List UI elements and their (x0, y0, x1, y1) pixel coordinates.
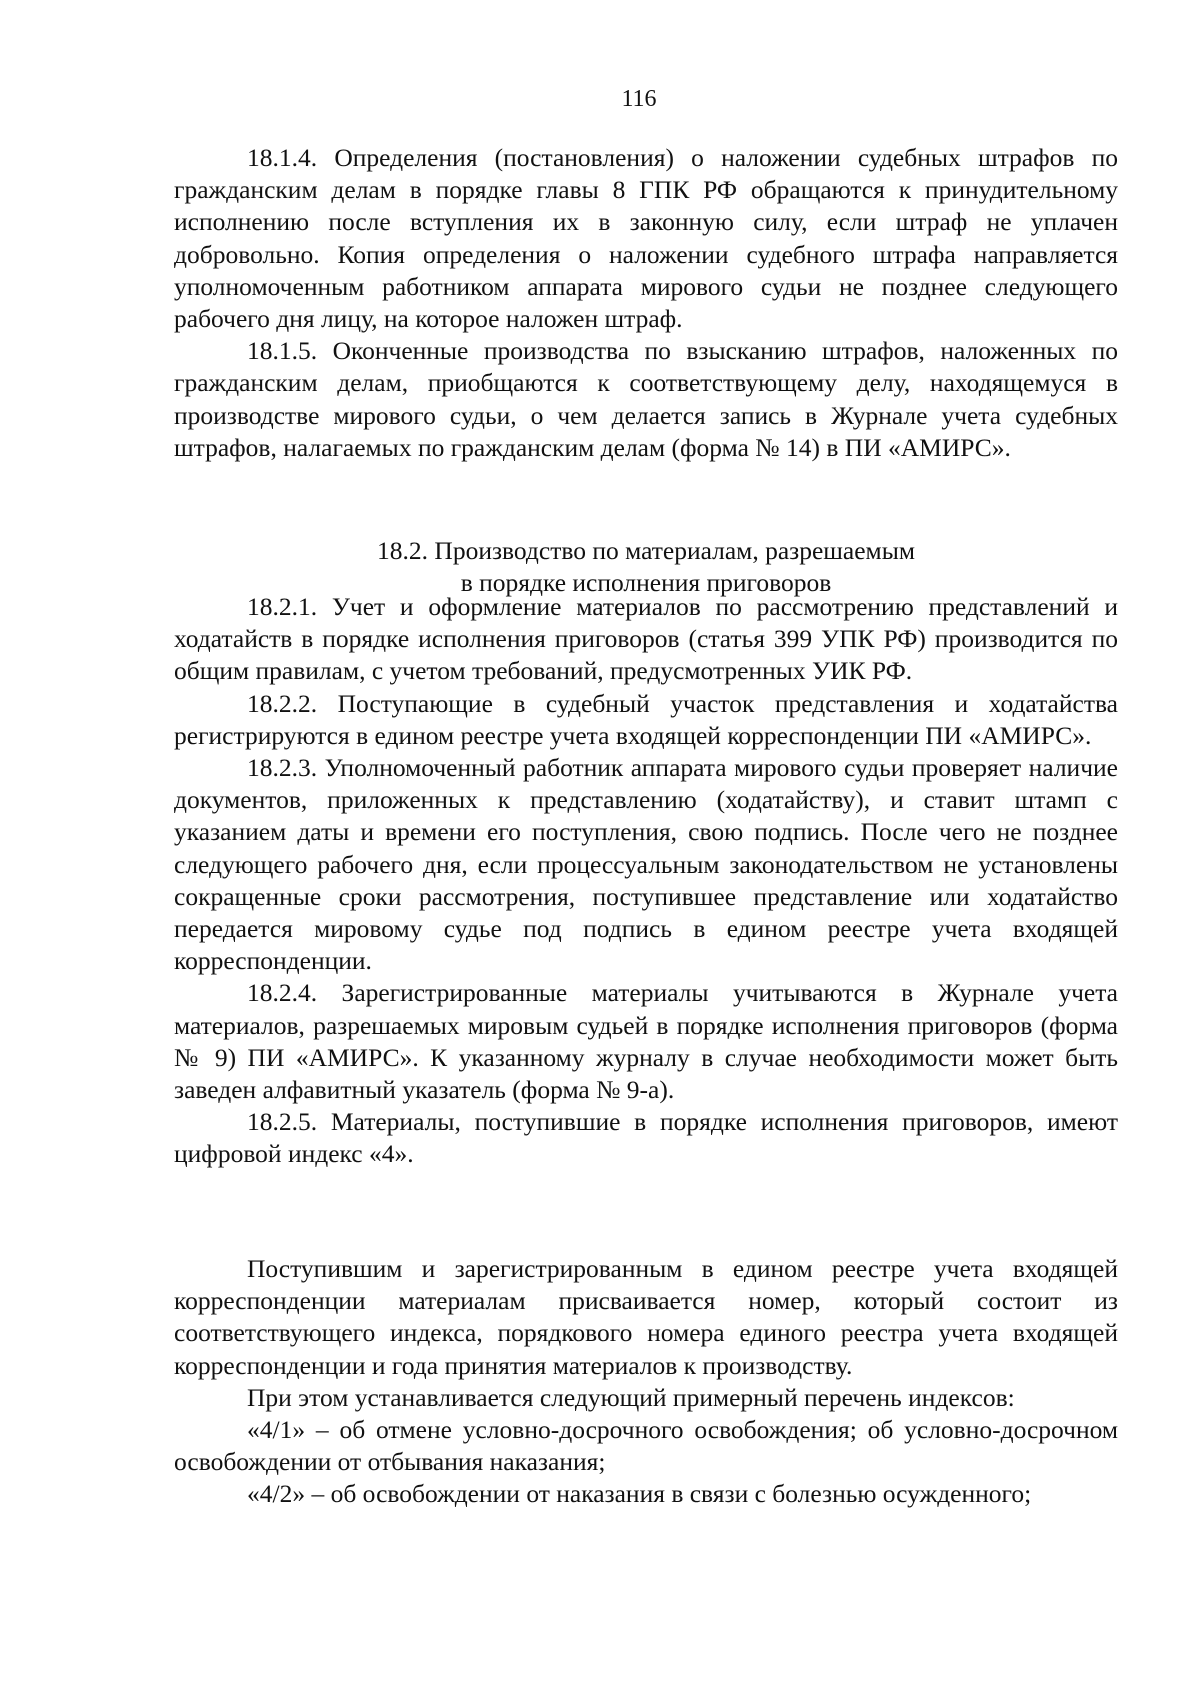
paragraph: «4/2» – об освобождении от наказания в связи с болезнью осужденного; (247, 1479, 1032, 1509)
text-block-1 (174, 142, 1118, 464)
paragraph: «4/1» – об отмене условно-досрочного освобождения; об условно-досрочном освобождении от отбывания наказания; (174, 1415, 1118, 1477)
paragraph: 18.1.5. Оконченные производства по взысканию штрафов, наложенных по гражданским делам, приобщаются к соответствующему делу, находящемуся в производстве мирового судьи, о чем делается запись в Журнале учета судебных штрафов, налагаемых по гражданским делам (форма № 14) в ПИ «АМИРС». (174, 336, 1118, 462)
page-number: 116 (621, 86, 657, 112)
paragraph: 18.2.4. Зарегистрированные материалы учитываются в Журнале учета материалов, разрешаемых мировым судьей в порядке исполнения приговоров (форма № 9) ПИ «АМИРС». К указанному журналу в случае необходимости может быть заведен алфавитный указатель (форма № 9-а). (174, 978, 1118, 1105)
paragraph: 18.2.1. Учет и оформление материалов по рассмотрению представлений и ходатайств в порядке исполнения приговоров (статья 399 УПК РФ) производится по общим правилам, с учетом требований, предусмотренных УИК РФ. (174, 592, 1118, 686)
text-block-3 (174, 1253, 1118, 1511)
paragraph: 18.2.2. Поступающие в судебный участок представления и ходатайства регистрируются в едином реестре учета входящей корреспонденции ПИ «АМИРС». (174, 688, 1118, 750)
text-block-2 (174, 591, 1118, 1171)
paragraph: При этом устанавливается следующий примерный перечень индексов: (247, 1382, 1015, 1412)
section-heading (174, 535, 1118, 599)
section-heading-line-1: 18.2. Производство по материалам, разрешаемым (377, 536, 915, 565)
section-heading-line-2: в порядке исполнения приговоров (460, 568, 832, 597)
paragraph: 18.2.3. Уполномоченный работник аппарата мирового судьи проверяет наличие документов, приложенных к представлению (ходатайству), и ставит штамп с указанием даты и времени его поступления, свою подпись. После чего не позднее следующего рабочего дня, если процессуальным законодательством не установлены сокращенные сроки рассмотрения, поступившее представление или ходатайство передается мировому судье под подпись в едином реестре учета входящей корреспонденции. (174, 753, 1118, 976)
paragraph: 18.1.4. Определения (постановления) о наложении судебных штрафов по гражданским делам в порядке главы 8 ГПК РФ обращаются к принудительному исполнению после вступления их в законную силу, если штраф не уплачен добровольно. Копия определения о наложении судебного штрафа направляется уполномоченным работником аппарата мирового судьи не позднее следующего рабочего дня лицу, на которое наложен штраф. (174, 143, 1118, 334)
paragraph: Поступившим и зарегистрированным в едином реестре учета входящей корреспонденции материалам присваивается номер, который состоит из соответствующего индекса, порядкового номера единого реестра учета входящей корреспонденции и года принятия материалов к производству. (174, 1254, 1118, 1380)
paragraph: 18.2.5. Материалы, поступившие в порядке исполнения приговоров, имеют цифровой индекс «4». (174, 1107, 1118, 1169)
